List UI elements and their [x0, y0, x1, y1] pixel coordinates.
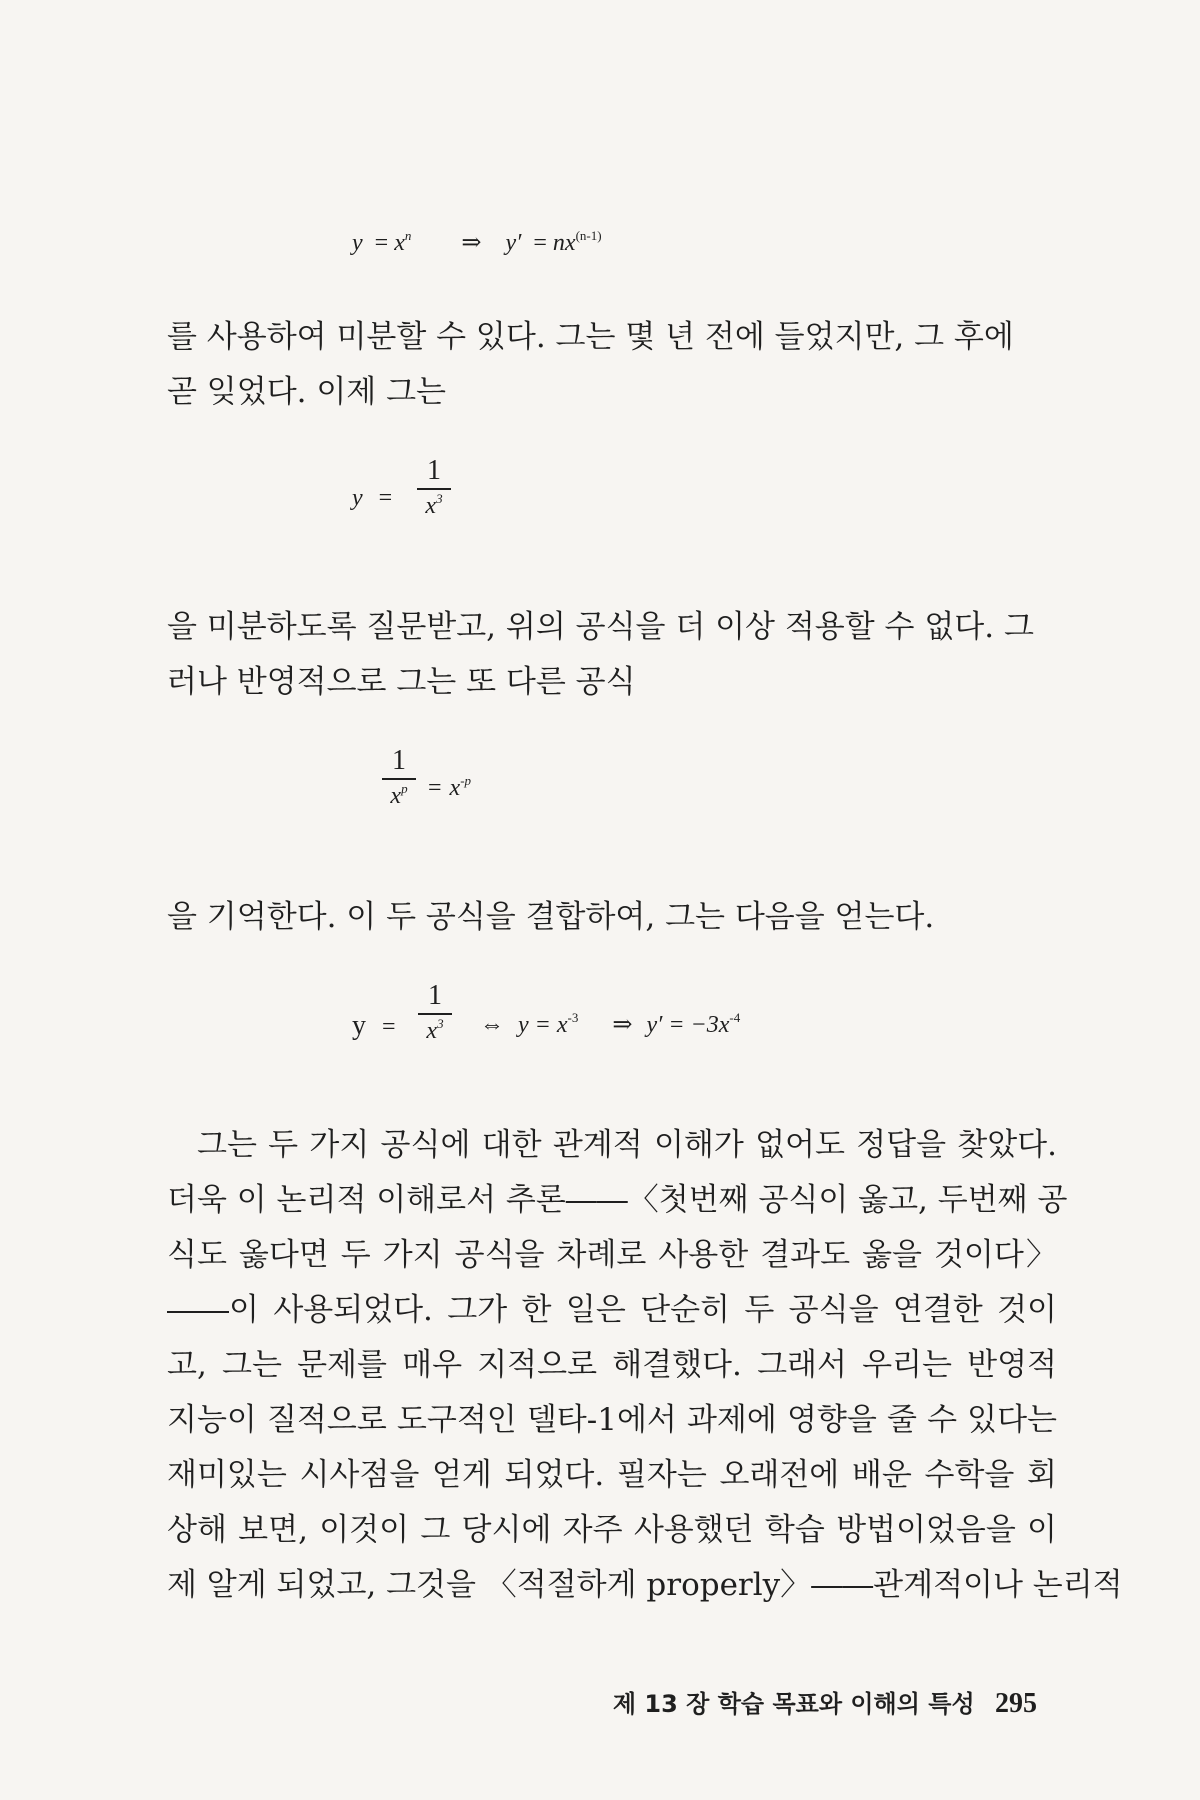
fraction-bar [417, 488, 451, 490]
eq2-numerator: 1 [427, 455, 441, 486]
text-line: 그는 두 가지 공식에 대한 관계적 이해가 없어도 정답을 찾았다. [197, 1127, 1057, 1163]
text-line: 을 미분하도록 질문받고, 위의 공식을 더 이상 적용할 수 없다. 그 [167, 609, 1034, 645]
eq2-equals: = [378, 485, 393, 511]
chapter-title: 제 13 장 학습 목표와 이해의 특성 [612, 1690, 975, 1718]
equation-combined-rhs [480, 1010, 740, 1039]
eq1-arrow: ⇒ [461, 230, 482, 256]
paragraph-3 [167, 890, 1057, 945]
fraction-bar [418, 1013, 452, 1015]
text-line: ――이 사용되었다. 그가 한 일은 단순히 두 공식을 연결한 것이 [167, 1292, 1057, 1328]
equation-combined [352, 1010, 396, 1042]
eq3-rhs-exp: -p [460, 773, 472, 788]
eq1-exp2: (n-1) [575, 228, 602, 243]
eq1-lhs2: y′ [505, 230, 522, 256]
page-footer [613, 1684, 1037, 1720]
eq2-fraction [417, 455, 451, 520]
equation-reciprocal-power [428, 775, 471, 802]
eq1-equals: = [374, 230, 389, 256]
page-number: 295 [995, 1688, 1037, 1719]
text-line: 지능이 질적으로 도구적인 델타-1에서 과제에 영향을 줄 수 있다는 [167, 1402, 1057, 1438]
text-line: 러나 반영적으로 그는 또 다른 공식 [167, 664, 636, 700]
eq3-denominator: $x^p$ [390, 781, 408, 809]
eq3-rhs: x [449, 775, 461, 801]
eq4-mid: y = x [518, 1012, 568, 1038]
equation-y-one-over-x-cubed [352, 485, 392, 512]
eq4-fraction [418, 980, 452, 1045]
eq3-numerator: 1 [392, 745, 406, 776]
eq4-iff: ⇔ [480, 1012, 504, 1038]
eq1-rhs: x [394, 230, 405, 256]
text-line: 을 기억한다. 이 두 공식을 결합하여, 그는 다음을 얻는다. [167, 899, 935, 935]
eq2-denominator: $x^3$ [425, 491, 443, 519]
eq4-rhs: y′ = −3x [646, 1012, 730, 1038]
equation-power-rule [352, 228, 602, 257]
eq1-rhs2: nx [552, 230, 576, 256]
paragraph-2 [167, 600, 1057, 710]
eq4-equals: = [382, 1014, 396, 1040]
eq4-rhs-exp: -4 [729, 1010, 741, 1025]
text-line: 식도 옳다면 두 가지 공식을 차례로 사용한 결과도 옳을 것이다〉 [167, 1237, 1057, 1273]
text-line: 더욱 이 논리적 이해로서 추론――〈첫번째 공식이 옳고, 두번째 공 [167, 1182, 1068, 1218]
eq4-numerator: 1 [428, 980, 442, 1011]
text-line: 재미있는 시사점을 얻게 되었다. 필자는 오래전에 배운 수학을 회 [167, 1457, 1057, 1493]
eq4-mid-exp: -3 [567, 1010, 579, 1025]
eq1-exp: n [404, 228, 412, 243]
fraction-bar [382, 778, 416, 780]
eq3-equals: = [428, 775, 442, 801]
text-line: 를 사용하여 미분할 수 있다. 그는 몇 년 전에 들었지만, 그 후에 [167, 319, 1014, 355]
eq4-lhs: y [352, 1010, 366, 1041]
eq1-equals2: = [533, 230, 547, 256]
eq3-fraction [382, 745, 416, 810]
eq2-lhs: y [352, 485, 363, 511]
text-line: 제 알게 되었고, 그것을 〈적절하게 properly〉――관계적이나 논리적 [167, 1567, 1123, 1603]
paragraph-4 [167, 1118, 1123, 1613]
eq4-denominator: $x^3$ [426, 1016, 444, 1044]
paragraph-1 [167, 310, 1057, 420]
text-line: 상해 보면, 이것이 그 당시에 자주 사용했던 학습 방법이었음을 이 [167, 1512, 1057, 1548]
eq1-lhs: y [352, 230, 363, 256]
text-line: 곧 잊었다. 이제 그는 [167, 374, 446, 410]
eq4-arrow: ⇒ [612, 1012, 633, 1038]
text-line: 고, 그는 문제를 매우 지적으로 해결했다. 그래서 우리는 반영적 [167, 1347, 1057, 1383]
